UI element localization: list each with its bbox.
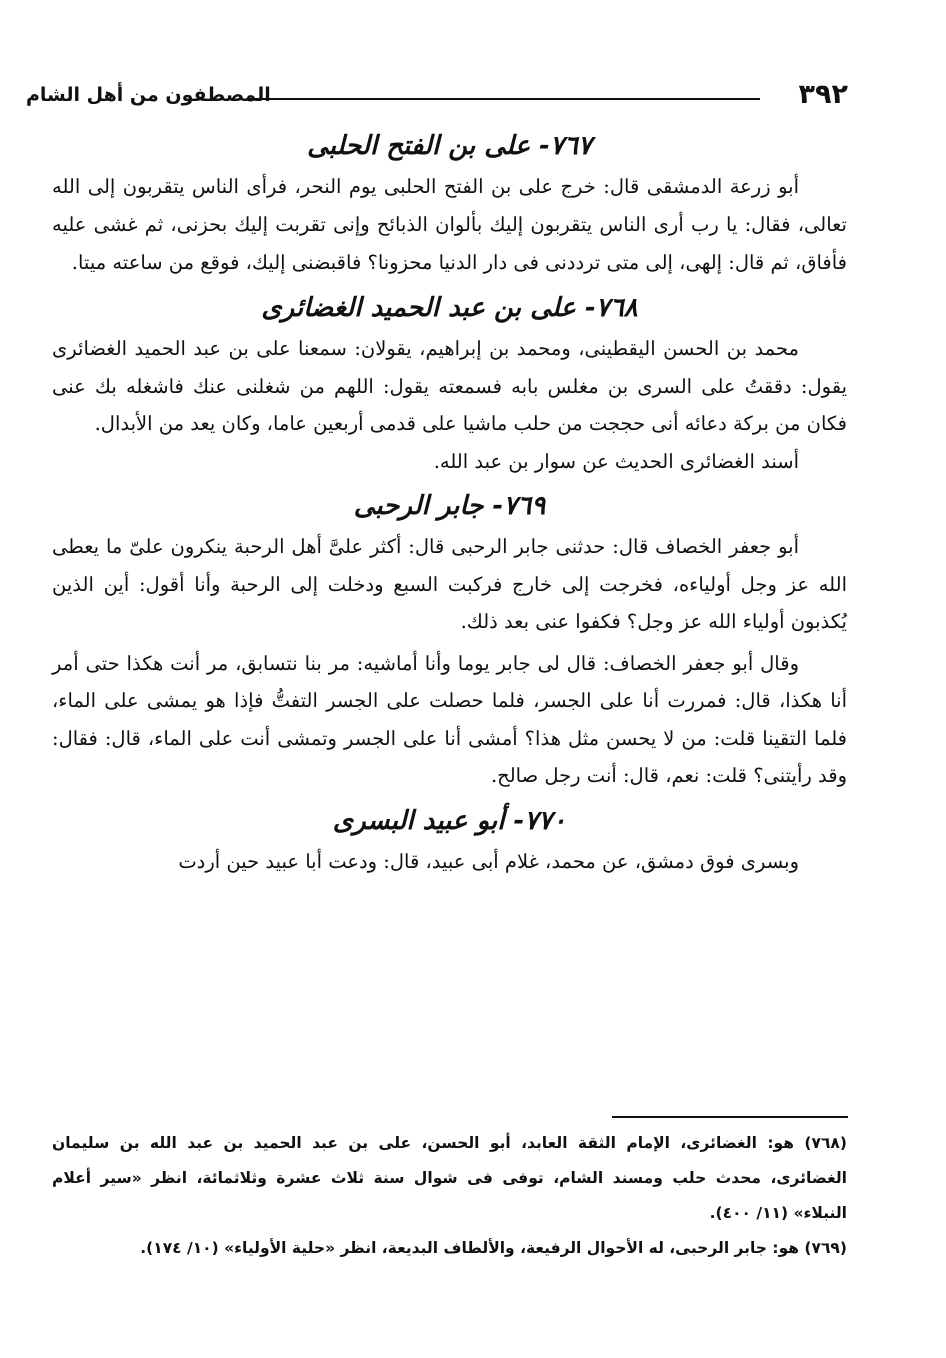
- entry-768: [52, 286, 847, 480]
- footnote: (٧٦٩) هو: جابر الرحبى، له الأحوال الرفيعة، والألطاف البديعة، انظر «حلية الأولياء» (١٠/ ١٧٤).: [140, 1239, 847, 1257]
- footnote-rule: [612, 1116, 848, 1118]
- entry-paragraph: وبسرى فوق دمشق، عن محمد، غلام أبى عبيد، قال: ودعت أبا عبيد حين أردت: [178, 849, 799, 873]
- entry-769: [52, 484, 847, 795]
- entry-title: ٧٦٧- على بن الفتح الحلبى: [307, 131, 592, 161]
- entry-paragraph: أبو زرعة الدمشقى قال: خرج على بن الفتح الحلبى يوم النحر، فرأى الناس يتقربون إلى الله تعالى، فقال: يا رب أرى الناس يتقربون إليك بألوان الذبائح وإنى تقربت إليك بحزنى، ثم غشى عليه فأفاق، ثم قال: إلهى، إلى متى ترددنى فى دار الدنيا محزونا؟ فاقبضنى إليك، فوقع من ساعته ميتا.: [52, 175, 847, 274]
- running-title: المصطفون من أهل الشام: [26, 84, 271, 106]
- entry-paragraph: وقال أبو جعفر الخصاف: قال لى جابر يوما وأنا أماشيه: مر بنا نتسابق، مر أنت هكذا حتى أمر أنا هكذا، قال: فمررت أنا على الجسر، فلما حصلت على الجسر التفتُّ فإذا هو يمشى على الماء، فلما التقينا قلت: من لا يحسن مثل هذا؟ أمشى أنا على الجسر وتمشى أنت على الماء، قال: فقال: وقد رأيتنى؟ قلت: نعم، قال: أنت رجل صالح.: [52, 651, 847, 787]
- running-header: [26, 78, 848, 112]
- entry-title: ٧٦٩- جابر الرحبى: [353, 491, 546, 521]
- entry-paragraph: محمد بن الحسن اليقطينى، ومحمد بن إبراهيم، يقولان: سمعنا على بن عبد الحميد الغضائرى يقول: دققتُ على السرى بن مغلس بابه فسمعته يقول: اللهم من شغلنى عنك فاشغله بك عنى فكان من بركة دعائه أنى حججت من حلب ماشيا على قدمى أربعين عاما، وكان يعد من الأبدال.: [52, 337, 847, 435]
- entry-title: ٧٦٨- على بن عبد الحميد الغضائرى: [261, 293, 638, 323]
- entry-767: [52, 124, 847, 282]
- entry-title: ٧٧٠- أبو عبيد البسرى: [332, 805, 567, 836]
- entry-paragraph: أبو جعفر الخصاف قال: حدثنى جابر الرحبى قال: أكثر علىَّ أهل الرحبة ينكرون علىّ ما يعطى الله عز وجل أولياءه، فخرجت إلى خارج فركبت السبع ودخلت إلى الرحبة وأنا أقول: أين الذين يُكذبون أولياء الله عز وجل؟ فكفوا عنى بعد ذلك.: [52, 535, 847, 633]
- footnote: (٧٦٨) هو: الغضائرى، الإمام الثقة العابد، أبو الحسن، على بن عبد الحميد بن عبد الله بن سليمان الغضائرى، محدث حلب ومسند الشام، توفى فى شوال سنة ثلاث عشرة وثلاثمائة، انظر «سير أعلام النبلاء» (١١/ ٤٠٠).: [52, 1134, 847, 1222]
- entry-paragraph: أسند الغضائرى الحديث عن سوار بن عبد الله.: [433, 449, 799, 473]
- header-rule: [246, 98, 760, 100]
- entry-770: [52, 799, 847, 881]
- main-text: [52, 124, 847, 880]
- page-number: ٣٩٢: [798, 79, 848, 110]
- footnotes: [52, 1126, 847, 1266]
